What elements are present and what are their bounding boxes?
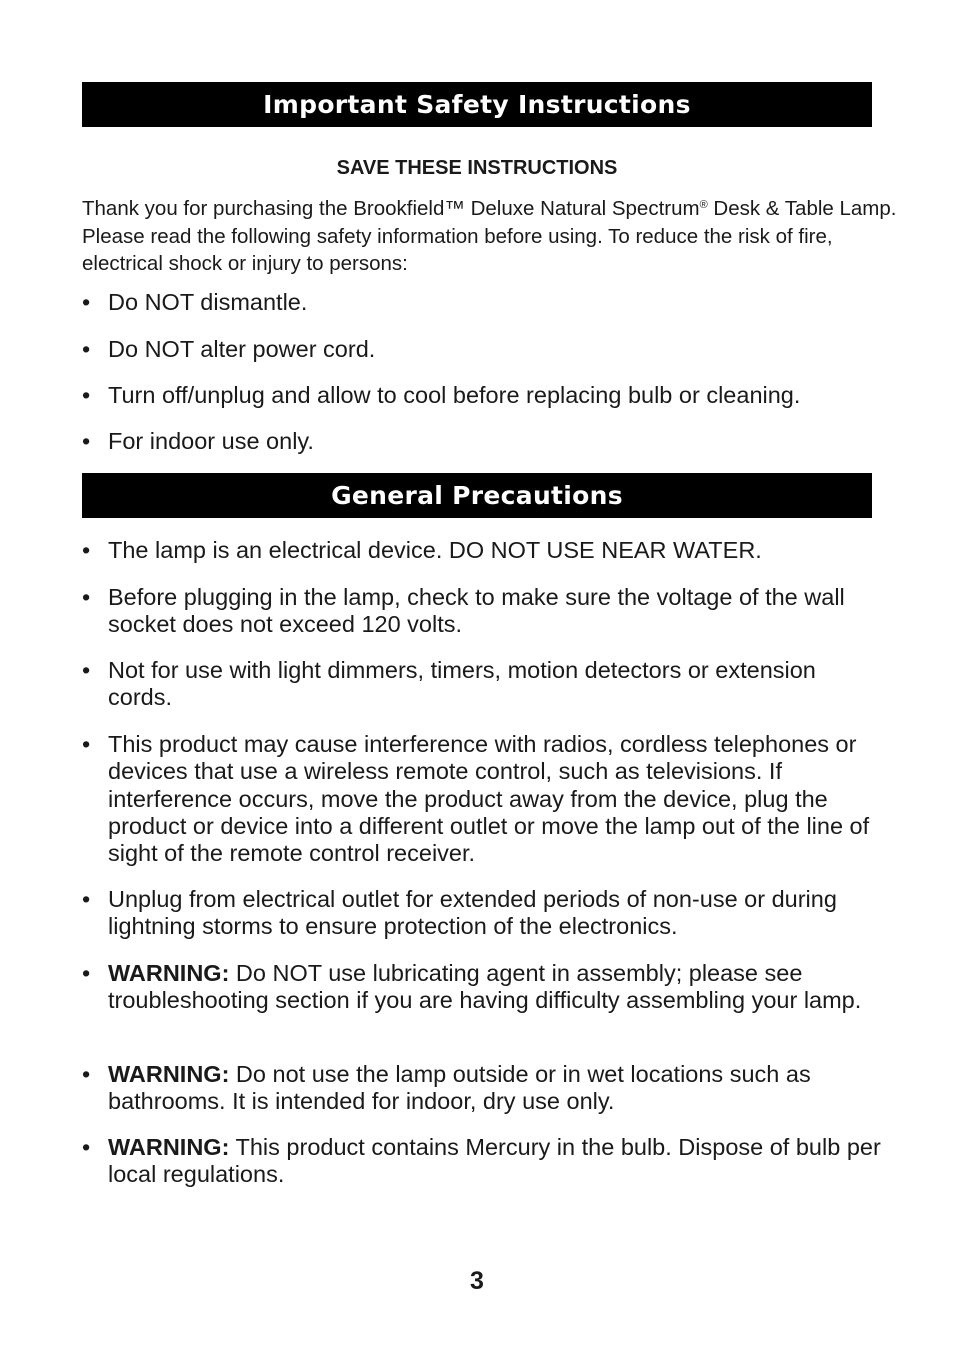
list-item [82, 289, 882, 316]
warning-label: WARNING: [108, 1061, 230, 1087]
warning-item [82, 1061, 882, 1116]
list-item-text: Do NOT dismantle. [108, 289, 308, 315]
save-instructions-heading: SAVE THESE INSTRUCTIONS [336, 157, 618, 179]
bullet-icon: • [82, 1061, 91, 1087]
section-title-safety: Important Safety Instructions [82, 82, 872, 127]
bullet-icon: • [82, 584, 91, 610]
list-item [82, 584, 882, 639]
warning-label: WARNING: [108, 1134, 230, 1160]
list-item-text: This product may cause interference with radios, cordless telephones or devices that use a wireless remote control, such as televisions. If interference occurs, move the product away from the device, plug the product or device into a different outlet or move the lamp out of the line of sight of the remote control receiver. [108, 731, 870, 867]
list-item [82, 428, 882, 455]
list-item-text: The lamp is an electrical device. DO NOT USE NEAR WATER. [108, 537, 762, 563]
page-number: 3 [470, 1267, 484, 1295]
list-item-text: Not for use with light dimmers, timers, motion detectors or extension cords. [108, 657, 816, 711]
warning-text [108, 1134, 882, 1189]
warning-body: Do not use the lamp outside or in wet locations such as bathrooms. It is intended for indoor, dry use only. [108, 1061, 811, 1115]
intro-text-part2: Desk & Table Lamp. Please read the following safety information before using. To reduce the risk of fire, electrical shock or injury to persons: [82, 197, 897, 275]
bullet-icon: • [82, 1134, 91, 1160]
list-item [82, 336, 882, 363]
warning-item [82, 960, 882, 1015]
warning-label: WARNING: [108, 960, 230, 986]
bullet-icon: • [82, 336, 91, 362]
bullet-icon: • [82, 428, 91, 454]
intro-paragraph [82, 195, 912, 278]
intro-text-part1: Thank you for purchasing the Brookfield™ Deluxe Natural Spectrum [82, 197, 700, 220]
list-item [82, 731, 882, 867]
registered-mark: ® [699, 199, 708, 211]
list-item-text: Before plugging in the lamp, check to make sure the voltage of the wall socket does not exceed 120 volts. [108, 584, 845, 638]
bullet-icon: • [82, 289, 91, 315]
bullet-icon: • [82, 537, 91, 563]
bullet-icon: • [82, 960, 91, 986]
warning-item [82, 1134, 882, 1189]
warning-text [108, 960, 882, 1015]
bullet-icon: • [82, 731, 91, 757]
bullet-icon: • [82, 382, 91, 408]
warning-body: This product contains Mercury in the bulb. Dispose of bulb per local regulations. [108, 1134, 881, 1188]
warning-body: Do NOT use lubricating agent in assembly; please see troubleshooting section if you are having difficulty assembling your lamp. [108, 960, 862, 1014]
list-item [82, 657, 882, 712]
list-item-text: Turn off/unplug and allow to cool before replacing bulb or cleaning. [108, 382, 801, 408]
list-item [82, 537, 882, 564]
list-item [82, 382, 882, 409]
section-title-precautions: General Precautions [82, 473, 872, 518]
bullet-icon: • [82, 886, 91, 912]
list-item [82, 886, 882, 941]
list-item-text: Unplug from electrical outlet for extended periods of non-use or during lightning storms to ensure protection of the electronics. [108, 886, 837, 940]
bullet-icon: • [82, 657, 91, 683]
list-item-text: For indoor use only. [108, 428, 314, 454]
list-item-text: Do NOT alter power cord. [108, 336, 376, 362]
warning-text [108, 1061, 882, 1116]
